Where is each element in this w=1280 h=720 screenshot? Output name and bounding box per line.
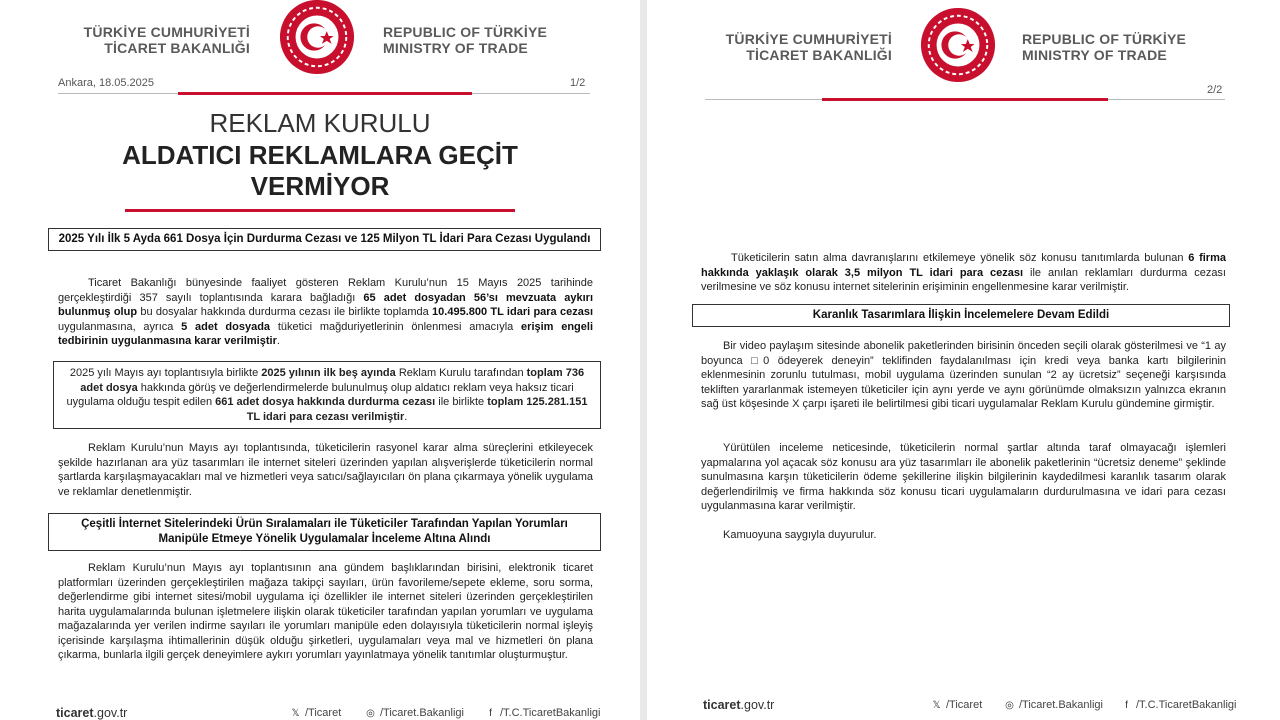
x-icon: 𝕏 <box>291 707 300 719</box>
summary-box: 2025 yılı Mayıs ayı toplantısıyla birlikte 2025 yılının ilk beş ayında Reklam Kurulu tarafından toplam 736 adet dosya hakkında görüş ve değerlendirmelerde bulunulmuş olup aldatıcı reklam veya haksız ticari uygulama olduğu tespit edilen 661 adet dosya hakkında durdurma cezası ile birlikte toplam 125.281.151 TL idari para cezası verilmiştir. <box>53 361 601 429</box>
header-tr-line1: TÜRKİYE CUMHURİYETİ <box>83 24 250 40</box>
footer-x-link[interactable]: 𝕏 /Ticaret <box>291 707 342 719</box>
header-en-line1: REPUBLIC OF TÜRKİYE <box>383 24 548 40</box>
footer-instagram-link[interactable]: ◎ /Ticaret.Bakanligi <box>366 707 464 719</box>
paragraph-3: Reklam Kurulu’nun Mayıs ayı toplantısının ana gündem başlıklarından birisini, elektronik ticaret platformları üzerinden gerçekleştirilen mağaza takipçi sayıları, ürün favorileme/sepete ekleme, soru sorma, değerlendirme gibi internet sitesi/mobil uygulama içi özellikler ile internet siteleri üzerinden gerçekleştirilen harita uygulamalarında bulunan işletmelere ilişkin olarak tüketiciler tarafından yapılan yorumları ve uygulama mağazalarında yer verilen indirme sayıları ile yorumları manipüle eden dolayısıyla tüketicilerin normal işleyiş içerisinde karşılaşma ihtimallerinin düşük olduğu şirketleri, uygulamaları veya mal ve hizmetleri ön plana çıkarma, bunlarla ilgili gerçek deneyimlere aykırı yorumları yayınlatmaya yönelik tanıtımlar oluşturmuştur. <box>58 562 593 661</box>
paragraph-2: Reklam Kurulu’nun Mayıs ayı toplantısında, tüketicilerin rasyonel karar alma süreçlerini etkileyecek şekilde hazırlanan ara yüz tasarımları ile internet siteleri üzerinden yapılan alışverişlerde tüketicilerin normal şartlarda karşılaşmayacakları mal ve hizmetleri veya satıcı/sağlayıcıları ön plana çıkarmaya yönelik uygulama ve reklamlar denetlenmiştir. <box>58 442 593 498</box>
header-en-line2: MINISTRY OF TRADE <box>383 40 528 56</box>
paragraph-p2-3: Yürütülen inceleme neticesinde, tüketicilerin normal şartlar altında taraf olmayacağı işlemleri yapmalarına yol açacak söz konusu ara yüz tasarımları ile abonelik paketlerinin “ücretsiz deneme” şeklinde sunulmasına karşın tüketicilerin ödeme şekillerine ilişkin bilgilerinin kaydedilmesi karanlık tasarım olarak değerlendirilmiş ve firma hakkında söz konusu ticari uygulamaların durdurulmasına ve idari para cezası uygulanmasına karar verilmiştir. <box>701 442 1226 512</box>
document-page-2 <box>647 0 1280 720</box>
section-heading-1: 2025 Yılı İlk 5 Ayda 661 Dosya İçin Durdurma Cezası ve 125 Milyon TL İdari Para Cezası Uygulandı <box>48 228 601 251</box>
place-date: Ankara, 18.05.2025 <box>58 77 155 89</box>
title-bold: ALDATICI REKLAMLARA GEÇİT VERMİYOR <box>122 140 518 201</box>
footer-facebook-link-p2[interactable]: f /T.C.TicaretBakanligi <box>1121 699 1236 711</box>
header-red-accent-p2 <box>822 98 1108 101</box>
footer-facebook-link[interactable]: f /T.C.TicaretBakanligi <box>485 707 600 719</box>
website-link-p2[interactable]: ticaret.gov.tr <box>703 698 775 712</box>
facebook-icon: f <box>489 707 492 719</box>
paragraph-1: Ticaret Bakanlığı bünyesinde faaliyet gösteren Reklam Kurulu’nun 15 Mayıs 2025 tarihinde gerçekleştirdiği 357 sayılı toplantısında karara bağladığı 65 adet dosyadan 56’sı mevzuata aykırı bulunmuş olup bu dosyalar hakkında durdurma cezası ile birlikte toplamda 10.495.800 TL idari para cezası uygulanmasına, ayrıca 5 adet dosyada tüketici mağduriyetlerinin önlenmesi amacıyla erişim engeli tedbirinin uygulanmasına karar verilmiştir. <box>58 277 594 347</box>
paragraph-p2-1: Tüketicilerin satın alma davranışlarını etkilemeye yönelik söz konusu tanıtımlarda bulunan 6 firma hakkında yaklaşık olarak 3,5 milyon TL idari para cezası ile anılan reklamları durdurma cezası verilmesine ve söz konusu internet sitelerinin erişiminin engellenmesine karar verilmiştir. <box>701 252 1226 293</box>
page-number-p2: 2/2 <box>1207 84 1223 96</box>
website-link[interactable]: ticaret.gov.tr <box>56 706 128 720</box>
title-red-underline <box>125 209 515 212</box>
closing-line: Kamuoyuna saygıyla duyurulur. <box>723 529 877 541</box>
ministry-name-english <box>383 24 583 56</box>
instagram-icon: ◎ <box>366 707 375 719</box>
section-heading-2: Çeşitli İnternet Sitelerindeki Ürün Sıralamaları ile Tüketiciler Tarafından Yapılan Yorumları Manipüle Etmeye Yönelik Uygulamalar İnceleme Altına Alındı <box>48 513 601 551</box>
header-tr-line2: TİCARET BAKANLIĞI <box>104 40 250 56</box>
instagram-icon: ◎ <box>1005 699 1014 711</box>
footer-instagram-link-p2[interactable]: ◎ /Ticaret.Bakanligi <box>1005 699 1103 711</box>
section-heading-p2: Karanlık Tasarımlara İlişkin İncelemelere Devam Edildi <box>692 304 1230 327</box>
x-icon: 𝕏 <box>932 699 941 711</box>
title-light: REKLAM KURULU <box>209 108 431 138</box>
footer-x-link-p2[interactable]: 𝕏 /Ticaret <box>932 699 983 711</box>
ministry-name-turkish <box>60 24 250 56</box>
header-red-accent <box>178 92 472 95</box>
page-number: 1/2 <box>570 77 586 89</box>
ministry-seal-icon <box>278 0 356 76</box>
facebook-icon: f <box>1125 699 1128 711</box>
ministry-seal-icon-p2 <box>919 6 997 84</box>
ministry-name-english-p2: REPUBLIC OF TÜRKİYE MINISTRY OF TRADE <box>1022 31 1187 63</box>
paragraph-p2-2: Bir video paylaşım sitesinde abonelik paketlerinden birisinin önceden seçili olarak gösterilmesi ve “1 ay boyunca □0 ödeyerek deneyin” teklifinden faydalanılması için kredi veya banka kartı bilgilerinin eklenmesinin zorunlu tutulması, mobil uygulama üzerinden sunulan “2 ay ücretsiz” seçeneği karşısında tekliften yararlanmak istemeyen tüketiciler için aynı yerde ve aynı görünümde olmaksızın yalnızca ekranın sağ üst köşesinde X çarpı işareti ile belirtilmesi gibi ticari uygulamalar Reklam Kurulu gündemine girmiştir. <box>701 340 1226 410</box>
ministry-name-turkish-p2: TÜRKİYE CUMHURİYETİ TİCARET BAKANLIĞI <box>725 31 892 63</box>
